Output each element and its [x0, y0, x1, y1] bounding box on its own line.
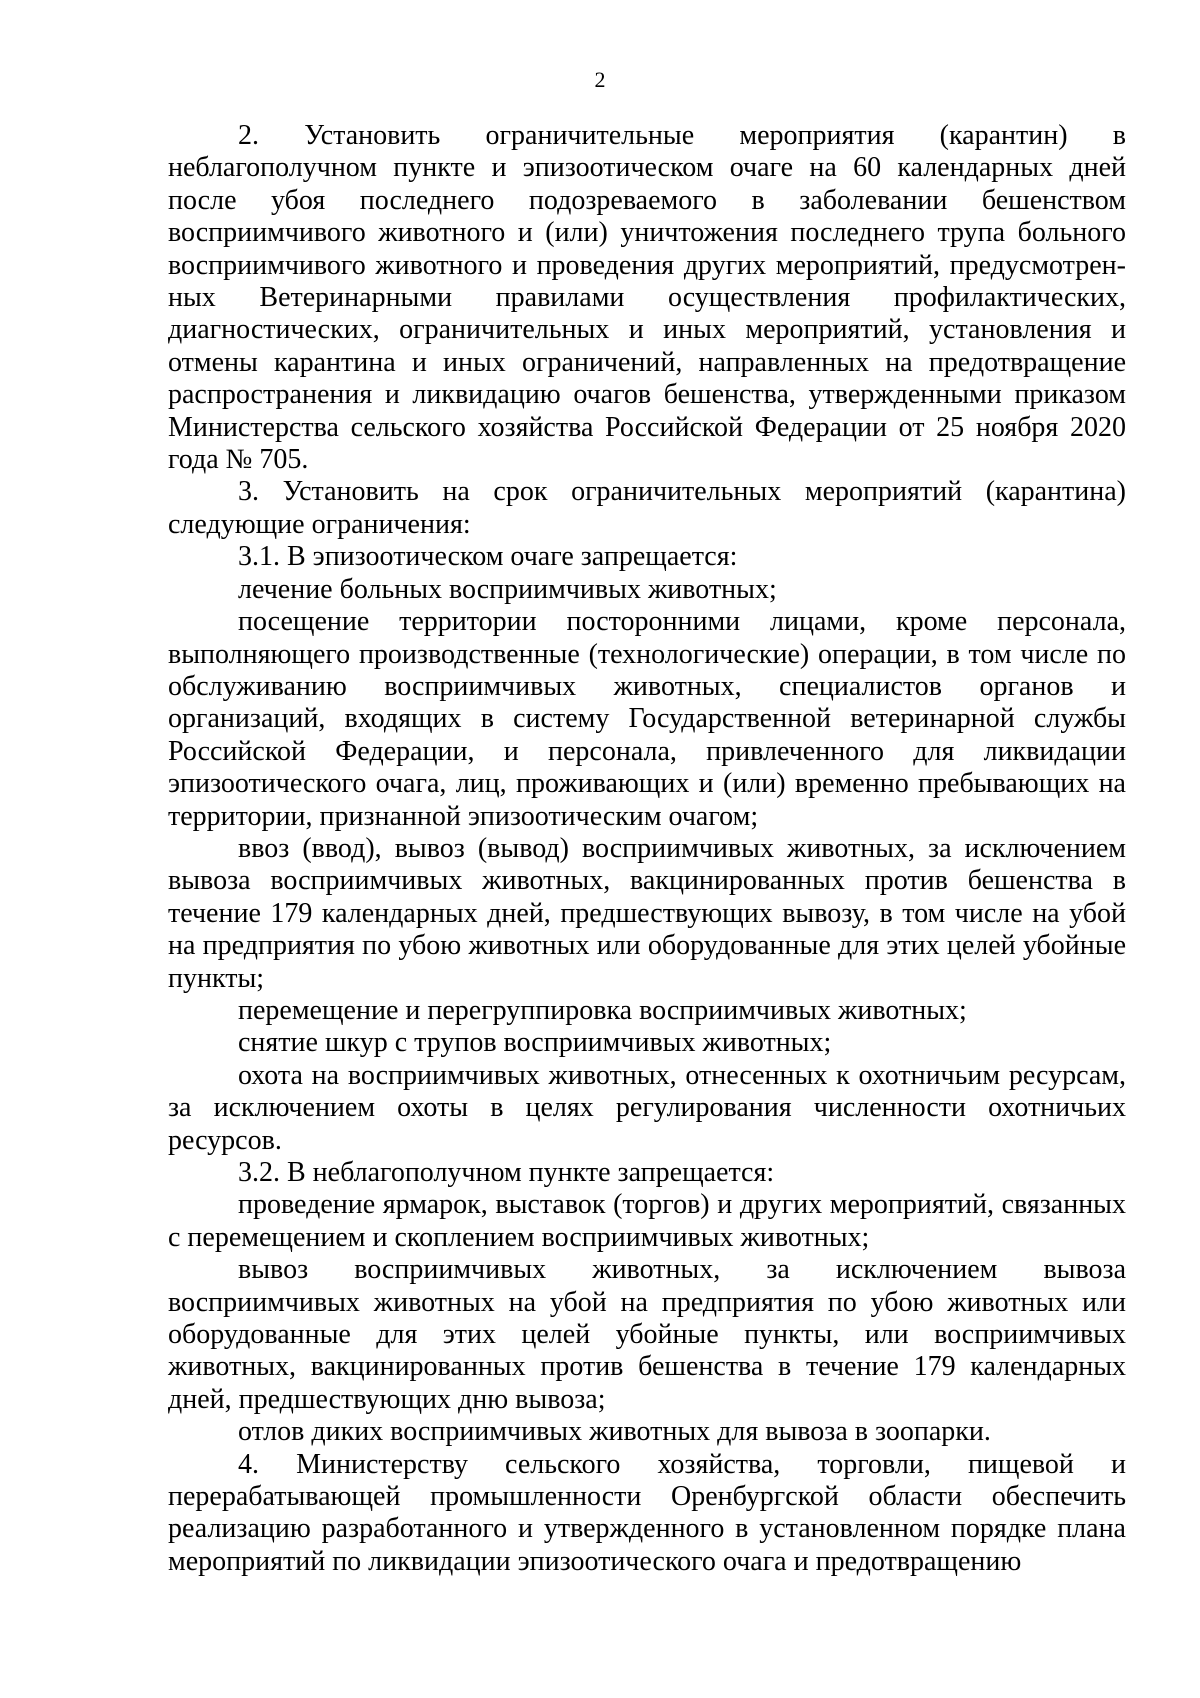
paragraph-3-2-heading: 3.2. В неблагополучном пункте запрещается:: [238, 1157, 775, 1188]
document-body: [168, 120, 1126, 1578]
page-number: 2: [594, 67, 606, 92]
paragraph-2-quarantine: 2. Установить ограничительные мероприятия (карантин) в неблагополучном пункте и эпизоотическом очаге на 60 календарных дней после убоя последнего подозреваемого в заболевании бешенством восприимчивого животного и (или) уничтожения последнего трупа больного восприимчивого животного и проведения других мероприятий, предусмотренных Ветеринарными правилами осуществления профилактических, диагностических, ограничительных и иных мероприятий, установления и отмены карантина и иных ограничений, направленных на предотвращение распространения и ликвидацию очагов бешенства, утвержденными приказом Министерства сельского хозяйства Российской Федерации от 25 ноября 2020 года № 705.: [168, 120, 1126, 476]
paragraph-3-restrictions: 3. Установить на срок ограничительных мероприятий (карантина) следующие ограничения:: [168, 476, 1126, 540]
list-item: отлов диких восприимчивых животных для вывоза в зоопарки.: [238, 1416, 991, 1448]
list-item: перемещение и перегруппировка восприимчивых животных;: [238, 994, 967, 1026]
list-item: проведение ярмарок, выставок (торгов) и других мероприятий, связанных с перемещением и скоплением восприимчивых животных;: [168, 1189, 1126, 1253]
list-item: охота на восприимчивых животных, отнесенных к охотничьим ресурсам, за исключением охоты в целях регулирования численности охотничьих ресурсов.: [168, 1059, 1126, 1156]
list-item: лечение больных восприимчивых животных;: [238, 573, 777, 605]
paragraph-3-1-heading: 3.1. В эпизоотическом очаге запрещается:: [238, 541, 738, 573]
list-item: вывоз восприимчивых животных, за исключением вывоза восприимчивых животных на убой на предприятия по убою животных или оборудованные для этих целей убойные пункты, или восприимчивых животных, вакцинированных против бешенства в течение 179 календарных дней, предшествующих дню вывоза;: [168, 1254, 1126, 1415]
list-item: посещение территории посторонними лицами, кроме персонала, выполняющего производственные (технологические) операции, в том числе по обслуживанию восприимчивых животных, специалистов органов и организаций, входящих в систему Государственной ветеринарной службы Российской Федерации, и персонала, привлеченного для ликвидации эпизоотического очага, лиц, проживающих и (или) временно пребывающих на территории, признанной эпизоотическим очагом;: [168, 606, 1126, 832]
list-item: снятие шкур с трупов восприимчивых животных;: [238, 1027, 832, 1059]
paragraph-4-ministry: 4. Министерству сельского хозяйства, торговли, пищевой и перерабатывающей промышленности Оренбургской области обеспечить реализацию разработанного и утвержденного в установленном порядке плана мероприятий по ликвидации эпизоотического очага и предотвращению: [168, 1448, 1126, 1577]
list-item: ввоз (ввод), вывоз (вывод) восприимчивых животных, за исключением вывоза восприимчивых животных, вакцинированных против бешенства в течение 179 календарных дней, предшествующих вывозу, в том числе на убой на предприятия по убою животных или оборудованные для этих целей убойные пункты;: [168, 832, 1126, 994]
